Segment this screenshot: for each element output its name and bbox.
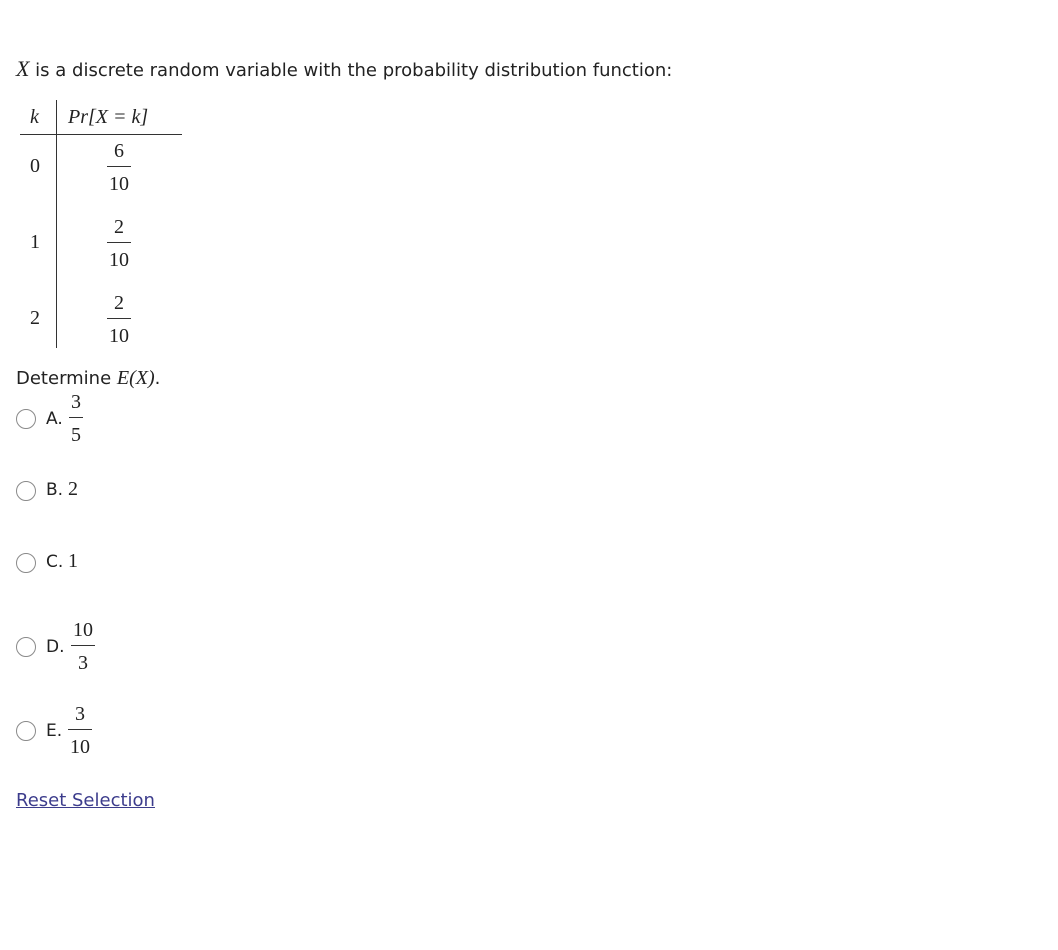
option-d[interactable]	[16, 618, 116, 676]
row-prob-1	[107, 215, 131, 272]
question-prompt	[16, 56, 672, 82]
question-text	[16, 367, 160, 390]
option-b[interactable]	[16, 474, 106, 514]
row-k-1: 1	[30, 231, 40, 253]
option-a-radio[interactable]	[16, 409, 36, 429]
row-k-2: 2	[30, 307, 40, 329]
question-lead: Determine	[16, 368, 117, 389]
option-a-denominator: 5	[71, 424, 81, 446]
option-d-denominator: 3	[78, 652, 88, 674]
row-prob-0-denominator: 10	[109, 173, 129, 195]
header-k: k	[30, 106, 39, 128]
table-header-rule	[20, 134, 182, 135]
option-d-letter: D.	[46, 637, 65, 657]
option-d-numerator: 10	[73, 619, 93, 641]
row-k-0: 0	[30, 155, 40, 177]
variable-x: X	[16, 56, 30, 81]
row-prob-1-numerator: 2	[114, 216, 124, 238]
row-prob-1-denominator: 10	[109, 249, 129, 271]
option-e-letter: E.	[46, 721, 63, 741]
option-a[interactable]	[16, 390, 106, 448]
row-prob-0-numerator: 6	[114, 140, 124, 162]
option-c-radio[interactable]	[16, 553, 36, 573]
option-a-letter: A.	[46, 409, 63, 429]
option-e-value	[68, 702, 92, 759]
option-d-value	[71, 618, 95, 675]
option-d-radio[interactable]	[16, 637, 36, 657]
option-a-numerator: 3	[71, 391, 81, 413]
option-b-radio[interactable]	[16, 481, 36, 501]
table-vertical-rule	[56, 100, 57, 348]
option-c[interactable]	[16, 546, 106, 586]
option-b-value: 2	[68, 478, 78, 500]
option-a-value	[69, 390, 83, 447]
reset-selection-link[interactable]: Reset Selection	[16, 790, 155, 811]
row-prob-0	[107, 139, 131, 196]
row-prob-2-denominator: 10	[109, 325, 129, 347]
row-prob-2-numerator: 2	[114, 292, 124, 314]
option-e-radio[interactable]	[16, 721, 36, 741]
option-b-letter: B.	[46, 480, 64, 500]
row-prob-2	[107, 291, 131, 348]
option-e-denominator: 10	[70, 736, 90, 758]
distribution-table	[20, 100, 182, 348]
option-e[interactable]	[16, 702, 116, 760]
header-probability: Pr[X = k]	[68, 106, 149, 128]
prompt-text: is a discrete random variable with the probability distribution function:	[29, 60, 673, 81]
option-c-value: 1	[68, 550, 78, 572]
question-end: .	[154, 368, 161, 389]
expectation-symbol: E(X)	[116, 367, 155, 389]
option-c-letter: C.	[46, 552, 64, 572]
option-e-numerator: 3	[75, 703, 85, 725]
